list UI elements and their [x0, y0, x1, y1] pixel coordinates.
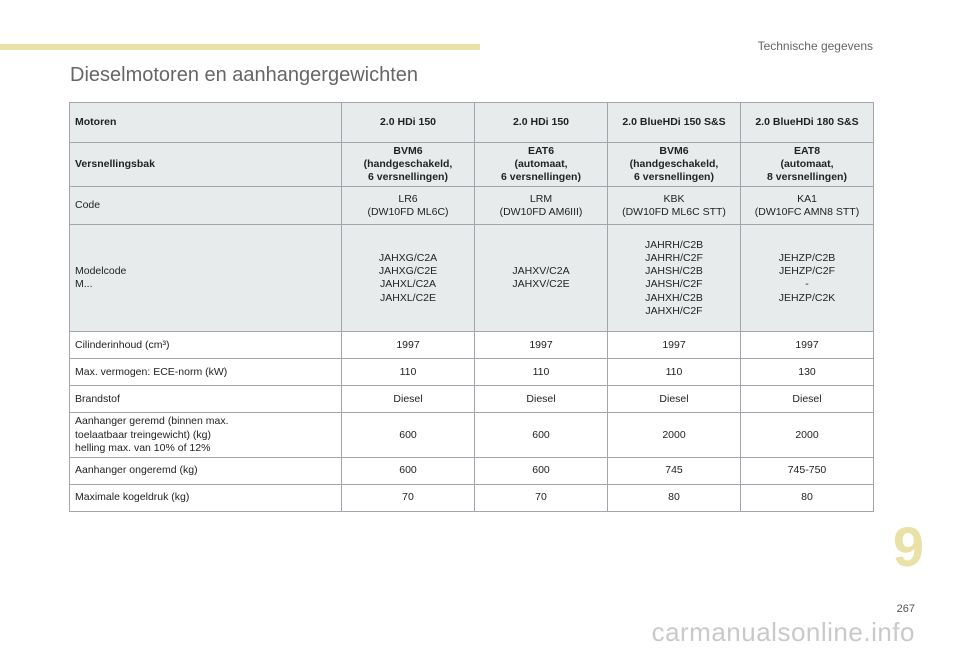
- gearbox-line: 6 versnellingen): [368, 171, 448, 184]
- code-cell: [342, 187, 475, 225]
- row-label-code: Code: [70, 187, 342, 225]
- modelcode-cell: [608, 225, 741, 332]
- table-row: [70, 457, 874, 484]
- table-cell: 70: [342, 484, 475, 511]
- row-label-line: Aanhanger geremd (binnen max.: [75, 415, 229, 428]
- gearbox-cell: [741, 143, 874, 187]
- table-cell: 745-750: [741, 457, 874, 484]
- modelcode-line: JAHRH/C2B: [644, 239, 704, 251]
- modelcode-cell: [741, 225, 874, 332]
- table-cell: 110: [342, 359, 475, 386]
- modelcode-line: JAHRH/C2F: [645, 252, 703, 265]
- modelcode-line: JAHXL/C2A: [379, 278, 437, 291]
- row-label: Max. vermogen: ECE-norm (kW): [70, 359, 342, 386]
- table-cell: Diesel: [741, 386, 874, 413]
- code-line: KBK: [663, 192, 685, 205]
- code-line: (DW10FD ML6C): [367, 205, 449, 218]
- gearbox-cell: [608, 143, 741, 187]
- table-cell: 600: [475, 457, 608, 484]
- gearbox-line: BVM6: [393, 145, 423, 157]
- gearbox-line: 8 versnellingen): [767, 171, 847, 184]
- modelcode-line: JAHXL/C2E: [379, 291, 437, 304]
- code-row: [70, 187, 874, 225]
- row-label: Aanhanger ongeremd (kg): [70, 457, 342, 484]
- gearbox-row: [70, 143, 874, 187]
- row-label: Cilinderinhoud (cm³): [70, 332, 342, 359]
- table-cell: 80: [608, 484, 741, 511]
- modelcode-label-line: M...: [75, 278, 93, 291]
- code-line: LR6: [398, 192, 418, 205]
- table-cell: 70: [475, 484, 608, 511]
- row-label-gearbox: Versnellingsbak: [70, 143, 342, 187]
- watermark: carmanualsonline.info: [651, 617, 915, 647]
- table-cell: 745: [608, 457, 741, 484]
- table-cell: 600: [475, 413, 608, 457]
- code-line: (DW10FD AM6III): [499, 205, 583, 218]
- modelcode-line: JAHSH/C2B: [645, 265, 703, 278]
- column-header-engine: 2.0 HDi 150: [475, 103, 608, 143]
- modelcode-line: JAHSH/C2F: [645, 278, 703, 291]
- modelcode-cell: [342, 225, 475, 332]
- table-row: [70, 386, 874, 413]
- page-title: Dieselmotoren en aanhangergewichten: [70, 64, 419, 86]
- table-row: [70, 332, 874, 359]
- code-line: KA1: [797, 192, 817, 205]
- table-cell: Diesel: [342, 386, 475, 413]
- table-header-row: [70, 103, 874, 143]
- table-cell: Diesel: [608, 386, 741, 413]
- table-row: [70, 484, 874, 511]
- modelcode-row: [70, 225, 874, 332]
- gearbox-line: (handgeschakeld,: [363, 158, 453, 171]
- gearbox-line: BVM6: [659, 145, 689, 157]
- table-cell: 110: [475, 359, 608, 386]
- row-label-modelcode: [70, 225, 342, 332]
- page-number: 267: [896, 603, 915, 615]
- chapter-number: 9: [892, 515, 924, 578]
- table-cell: 600: [342, 413, 475, 457]
- modelcode-line: JEHZP/C2F: [778, 265, 835, 278]
- column-header-engine: 2.0 BlueHDi 150 S&S: [608, 103, 741, 143]
- modelcode-cell: [475, 225, 608, 332]
- top-accent-bar: [0, 44, 480, 50]
- modelcode-line: -: [805, 278, 809, 291]
- gearbox-line: EAT6: [527, 145, 555, 157]
- modelcode-line: JAHXG/C2A: [378, 252, 438, 265]
- table-cell: 600: [342, 457, 475, 484]
- modelcode-line: JAHXV/C2A: [512, 265, 570, 278]
- gearbox-line: (automaat,: [514, 158, 568, 171]
- modelcode-line: JAHXG/C2E: [378, 265, 438, 278]
- modelcode-line: JAHXH/C2F: [645, 304, 703, 317]
- table-cell: 2000: [741, 413, 874, 457]
- gearbox-line: (handgeschakeld,: [629, 158, 719, 171]
- table-cell: 1997: [741, 332, 874, 359]
- table-cell: 1997: [608, 332, 741, 359]
- gearbox-line: EAT8: [793, 145, 821, 157]
- column-header-motoren: Motoren: [70, 103, 342, 143]
- gearbox-cell: [342, 143, 475, 187]
- row-label-line: helling max. van 10% of 12%: [75, 441, 211, 454]
- modelcode-line: JAHXV/C2E: [512, 278, 570, 291]
- modelcode-line: JEHZP/C2K: [778, 291, 836, 304]
- gearbox-line: 6 versnellingen): [634, 171, 714, 184]
- table-cell: 130: [741, 359, 874, 386]
- modelcode-line: JEHZP/C2B: [778, 252, 836, 265]
- row-label: Brandstof: [70, 386, 342, 413]
- table-row: [70, 413, 874, 457]
- row-label: Maximale kogeldruk (kg): [70, 484, 342, 511]
- table-cell: 80: [741, 484, 874, 511]
- column-header-engine: 2.0 BlueHDi 180 S&S: [741, 103, 874, 143]
- table-cell: 110: [608, 359, 741, 386]
- code-cell: [741, 187, 874, 225]
- table-row: [70, 359, 874, 386]
- table-cell: Diesel: [475, 386, 608, 413]
- code-line: (DW10FC AMN8 STT): [754, 205, 860, 218]
- code-line: (DW10FD ML6C STT): [622, 205, 726, 218]
- code-cell: [475, 187, 608, 225]
- modelcode-line: JAHXH/C2B: [645, 291, 703, 304]
- section-label: Technische gegevens: [757, 39, 873, 53]
- specifications-table: [69, 102, 874, 512]
- row-label-line: toelaatbaar treingewicht) (kg): [75, 428, 211, 441]
- gearbox-cell: [475, 143, 608, 187]
- gearbox-line: (automaat,: [780, 158, 834, 171]
- table-cell: 2000: [608, 413, 741, 457]
- table-cell: 1997: [342, 332, 475, 359]
- code-line: LRM: [529, 192, 553, 205]
- table-cell: 1997: [475, 332, 608, 359]
- row-label: [70, 413, 342, 457]
- code-cell: [608, 187, 741, 225]
- column-header-engine: 2.0 HDi 150: [342, 103, 475, 143]
- modelcode-label-line: Modelcode: [75, 265, 127, 278]
- gearbox-line: 6 versnellingen): [501, 171, 581, 184]
